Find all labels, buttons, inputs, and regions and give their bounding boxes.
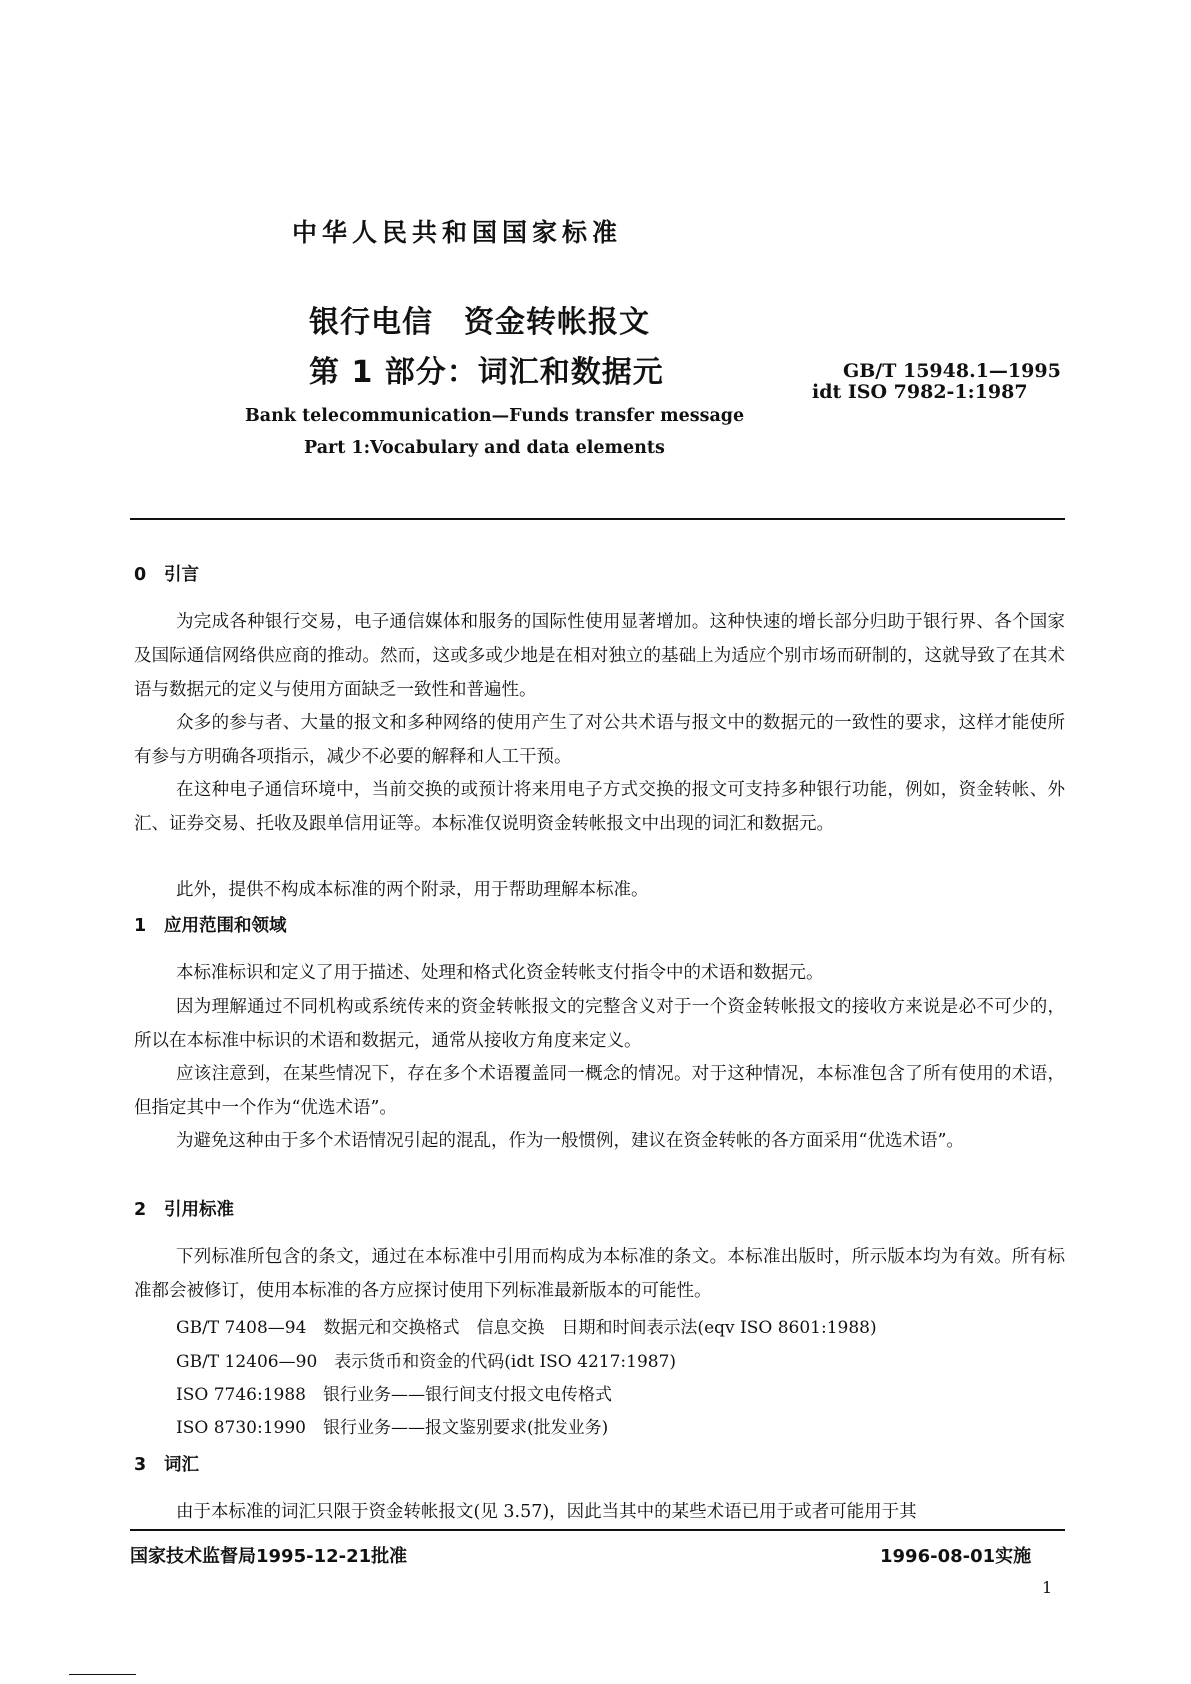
section-title: 引用标准 (164, 1200, 234, 1220)
section-number: 1 (134, 916, 147, 936)
reference-item: GB/T 7408—94 数据元和交换格式 信息交换 日期和时间表示法(eqv ISO 8601:1988) (176, 1318, 877, 1338)
paragraph: 本标准标识和定义了用于描述、处理和格式化资金转帐支付指令中的术语和数据元。 (176, 963, 824, 983)
section-number: 2 (134, 1200, 147, 1220)
implementation-date: 1996-08-01实施 (880, 1546, 1032, 1567)
title-en-line1: Bank telecommunication—Funds transfer message (245, 406, 745, 426)
paragraph: 在这种电子通信环境中，当前交换的或预计将来用电子方式交换的报文可支持多种银行功能，例如，资金转帐、外汇、证券交易、托收及跟单信用证等。本标准仅说明资金转帐报文中出现的词汇和数据元。 (134, 780, 1065, 834)
scan-mark (69, 1674, 136, 1675)
section-number: 3 (134, 1455, 147, 1475)
section-title: 词汇 (164, 1455, 199, 1475)
reference-item: ISO 8730:1990 银行业务——报文鉴别要求(批发业务) (176, 1418, 609, 1438)
paragraph: 为完成各种银行交易，电子通信媒体和服务的国际性使用显著增加。这种快速的增长部分归助于银行界、各个国家及国际通信网络供应商的推动。然而，这或多或少地是在相对独立的基础上为适应个别市场而研制的，这就导致了在其术语与数据元的定义与使用方面缺乏一致性和普遍性。 (134, 612, 1065, 700)
title-cn-line2: 第 1 部分：词汇和数据元 (309, 355, 664, 390)
paragraph: 应该注意到，在某些情况下，存在多个术语覆盖同一概念的情况。对于这种情况，本标准包含了所有使用的术语，但指定其中一个作为“优选术语”。 (134, 1064, 1065, 1118)
section-2-heading (134, 1196, 234, 1221)
section-1-heading (134, 912, 287, 937)
paragraph: 此外，提供不构成本标准的两个附录，用于帮助理解本标准。 (176, 880, 649, 900)
header-divider (130, 518, 1065, 520)
standard-number: GB/T 15948.1—1995 (843, 360, 1061, 382)
paragraph: 因为理解通过不同机构或系统传来的资金转帐报文的完整含义对于一个资金转帐报文的接收方来说是必不可少的，所以在本标准中标识的术语和数据元，通常从接收方角度来定义。 (134, 997, 1065, 1051)
title-en-line2: Part 1:Vocabulary and data elements (304, 438, 665, 458)
paragraph: 由于本标准的词汇只限于资金转帐报文(见 3.57)，因此当其中的某些术语已用于或者可能用于其 (176, 1502, 917, 1522)
section-title: 引言 (164, 565, 199, 585)
paragraph: 为避免这种由于多个术语情况引起的混乱，作为一般惯例，建议在资金转帐的各方面采用“优选术语”。 (176, 1131, 964, 1151)
section-number: 0 (134, 565, 147, 585)
section-title: 应用范围和领域 (164, 916, 287, 936)
page-number: 1 (1042, 1578, 1053, 1597)
approval-date: 国家技术监督局1995-12-21批准 (130, 1546, 408, 1567)
national-standard-heading: 中华人民共和国国家标准 (292, 218, 623, 247)
paragraph: 众多的参与者、大量的报文和多种网络的使用产生了对公共术语与报文中的数据元的一致性的要求，这样才能使所有参与方明确各项指示，减少不必要的解释和人工干预。 (134, 713, 1065, 767)
section-3-heading (134, 1451, 199, 1476)
reference-item: GB/T 12406—90 表示货币和资金的代码(idt ISO 4217:1987) (176, 1352, 677, 1372)
reference-item: ISO 7746:1988 银行业务——银行间支付报文电传格式 (176, 1385, 612, 1405)
title-cn-line1: 银行电信 资金转帐报文 (309, 305, 650, 340)
section-0-heading (134, 561, 199, 586)
footer-divider (130, 1529, 1065, 1531)
idt-number: idt ISO 7982-1:1987 (812, 381, 1028, 403)
paragraph: 下列标准所包含的条文，通过在本标准中引用而构成为本标准的条文。本标准出版时，所示版本均为有效。所有标准都会被修订，使用本标准的各方应探讨使用下列标准最新版本的可能性。 (134, 1247, 1065, 1301)
